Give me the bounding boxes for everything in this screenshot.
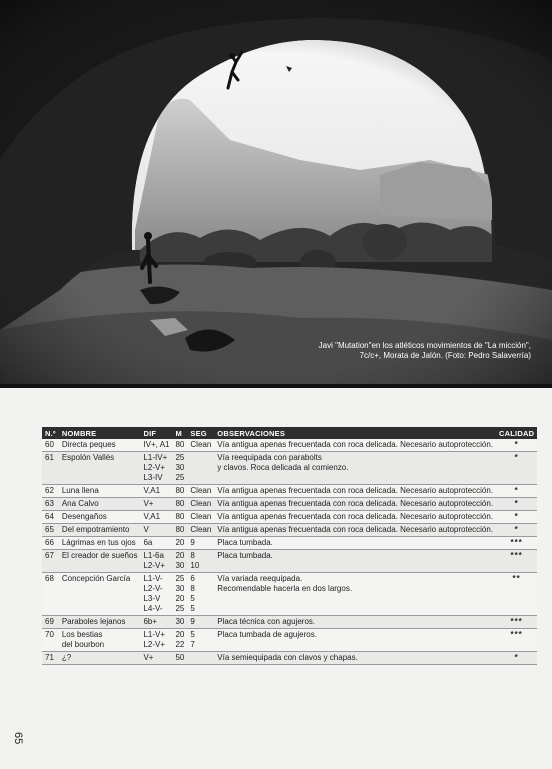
cell-dif <box>140 439 172 452</box>
cell-m <box>172 511 187 524</box>
cell-m <box>172 629 187 652</box>
cell-m <box>172 573 187 616</box>
cell-obs <box>214 439 496 452</box>
cell-dif-line: L3-IV <box>143 473 163 482</box>
cell-dif-line: IV+, A1 <box>143 440 170 449</box>
cell-m-line: 25 <box>175 574 185 583</box>
cell-obs-line: y clavos. Roca delicada al comienzo. <box>217 463 349 472</box>
cell-num: 65 <box>42 524 59 537</box>
cell-seg: 9 <box>187 537 214 550</box>
cell-name-line: del bourbon <box>61 640 105 649</box>
table-row <box>42 616 537 629</box>
cell-name-line: Directa peques <box>61 440 116 449</box>
cell-dif-line: V <box>143 525 149 534</box>
cell-obs <box>214 652 496 665</box>
cell-name-line: Los bestias <box>61 630 103 639</box>
cell-seg: 8 10 <box>187 550 214 573</box>
cell-m <box>172 498 187 511</box>
cell-num: 68 <box>42 573 59 616</box>
table-row <box>42 498 537 511</box>
cell-name-line: Paraboles lejanos <box>61 617 126 626</box>
table-row <box>42 550 537 573</box>
cell-calidad: * <box>496 511 537 524</box>
cell-m-line: 80 <box>175 499 185 508</box>
table-row <box>42 524 537 537</box>
cell-dif <box>140 629 172 652</box>
table-row <box>42 452 537 485</box>
cell-m-line: 80 <box>175 525 185 534</box>
table-row <box>42 629 537 652</box>
cell-calidad: * <box>496 485 537 498</box>
cell-obs-line: Placa tumbada. <box>217 551 273 560</box>
table-row <box>42 439 537 452</box>
cell-dif-line: V,A1 <box>143 512 161 521</box>
cell-seg <box>187 652 214 665</box>
cell-obs-line: Vía antigua apenas frecuentada con roca delicada. Necesario autoprotección. <box>217 486 494 495</box>
cell-obs <box>214 511 496 524</box>
cell-obs-line: Vía variada reequipada. <box>217 574 303 583</box>
cell-name <box>59 439 141 452</box>
cell-m-line: 25 <box>175 604 185 613</box>
page-number: 65 <box>12 732 24 745</box>
cell-calidad: * <box>496 439 537 452</box>
cell-seg: 9 <box>187 616 214 629</box>
cell-calidad: *** <box>496 550 537 573</box>
cell-dif <box>140 652 172 665</box>
cell-dif-line: L2-V+ <box>143 561 166 570</box>
cell-dif-line: L1-IV+ <box>143 453 168 462</box>
cell-num: 70 <box>42 629 59 652</box>
cell-seg: 6 8 5 5 <box>187 573 214 616</box>
cell-obs <box>214 629 496 652</box>
header-name: NOMBRE <box>59 427 141 439</box>
cell-obs-line: Vía antigua apenas frecuentada con roca delicada. Necesario autoprotección. <box>217 440 494 449</box>
cell-m <box>172 524 187 537</box>
cell-seg: Clean <box>187 498 214 511</box>
cell-name <box>59 498 141 511</box>
cell-dif <box>140 452 172 485</box>
cell-obs <box>214 452 496 485</box>
cell-dif-line: L1-6a <box>143 551 164 560</box>
cell-name-line: Espolón Vallés <box>61 453 115 462</box>
cell-seg: Clean <box>187 511 214 524</box>
cell-obs-line: Vía semiequipada con clavos y chapas. <box>217 653 358 662</box>
cell-calidad: *** <box>496 537 537 550</box>
table-row <box>42 511 537 524</box>
cell-dif-line: L2-V- <box>143 584 163 593</box>
cell-num: 63 <box>42 498 59 511</box>
cell-m-line: 25 <box>175 453 185 462</box>
cell-m <box>172 485 187 498</box>
cell-obs-line: Placa técnica con agujeros. <box>217 617 316 626</box>
cell-dif-line: V,A1 <box>143 486 161 495</box>
header-dif: DIF <box>140 427 172 439</box>
cell-num: 62 <box>42 485 59 498</box>
cell-dif-line: L1-V- <box>143 574 163 583</box>
cell-dif <box>140 511 172 524</box>
cell-obs <box>214 616 496 629</box>
cell-m-line: 20 <box>175 594 185 603</box>
cell-name-line: Ana Calvo <box>61 499 99 508</box>
cell-dif <box>140 498 172 511</box>
cell-name-line: Concepción García <box>61 574 131 583</box>
cell-obs <box>214 573 496 616</box>
cell-num: 61 <box>42 452 59 485</box>
cell-dif-line: L4-V- <box>143 604 163 613</box>
table-row <box>42 652 537 665</box>
table-row <box>42 485 537 498</box>
cell-seg: Clean <box>187 524 214 537</box>
cell-m <box>172 652 187 665</box>
cell-name <box>59 485 141 498</box>
cell-dif-line: 6b+ <box>143 617 158 626</box>
cell-obs-line: Vía antigua apenas frecuentada con roca delicada. Necesario autoprotección. <box>217 499 494 508</box>
header-m: M <box>172 427 187 439</box>
cell-m-line: 20 <box>175 538 185 547</box>
cell-num: 66 <box>42 537 59 550</box>
cell-dif <box>140 537 172 550</box>
cell-calidad: ** <box>496 573 537 616</box>
photo-caption-line: 7c/c+, Morata de Jalón. (Foto: Pedro Salaverría) <box>359 351 531 360</box>
table-row <box>42 573 537 616</box>
cell-m <box>172 537 187 550</box>
photo-caption <box>305 341 531 361</box>
cell-calidad: * <box>496 652 537 665</box>
cell-name <box>59 652 141 665</box>
cell-seg: 5 7 <box>187 629 214 652</box>
cell-dif <box>140 616 172 629</box>
cell-num: 67 <box>42 550 59 573</box>
cell-name-line: Lágrimas en tus ojos <box>61 538 136 547</box>
cell-name <box>59 537 141 550</box>
cell-obs <box>214 498 496 511</box>
cell-obs-line: Placa tumbada de agujeros. <box>217 630 317 639</box>
cell-num: 60 <box>42 439 59 452</box>
cell-calidad: * <box>496 452 537 485</box>
routes-table-body <box>42 439 537 665</box>
routes-table <box>42 427 537 665</box>
cell-dif-line: V+ <box>143 653 154 662</box>
cell-name-line: Del empotramiento <box>61 525 130 534</box>
cell-obs <box>214 550 496 573</box>
cell-dif <box>140 485 172 498</box>
cell-m-line: 30 <box>175 617 185 626</box>
cell-m-line: 80 <box>175 512 185 521</box>
cell-m-line: 80 <box>175 486 185 495</box>
header-seg: SEG <box>187 427 214 439</box>
cell-m-line: 25 <box>175 473 185 482</box>
cell-obs <box>214 537 496 550</box>
cell-calidad: *** <box>496 616 537 629</box>
cell-m-line: 30 <box>175 463 185 472</box>
cell-num: 64 <box>42 511 59 524</box>
cell-m <box>172 452 187 485</box>
cell-m-line: 22 <box>175 640 185 649</box>
cell-m <box>172 550 187 573</box>
cell-obs-line: Vía antigua apenas frecuentada con roca delicada. Necesario autoprotección. <box>217 525 494 534</box>
cell-m-line: 30 <box>175 584 185 593</box>
cell-m-line: 20 <box>175 551 185 560</box>
cell-name <box>59 573 141 616</box>
cell-name <box>59 616 141 629</box>
cell-dif-line: L2-V+ <box>143 463 166 472</box>
cell-num: 71 <box>42 652 59 665</box>
cell-obs-line: Placa tumbada. <box>217 538 273 547</box>
cell-name <box>59 629 141 652</box>
cell-dif-line: 6a <box>143 538 153 547</box>
table-header-row <box>42 427 537 439</box>
cell-m-line: 50 <box>175 653 185 662</box>
cell-obs <box>214 485 496 498</box>
cell-name <box>59 452 141 485</box>
cell-obs-line: Recomendable hacerla en dos largos. <box>217 584 353 593</box>
cell-dif <box>140 573 172 616</box>
cell-m-line: 80 <box>175 440 185 449</box>
cell-name-line: El creador de sueños <box>61 551 138 560</box>
cell-dif <box>140 524 172 537</box>
cell-name <box>59 550 141 573</box>
cell-dif-line: L2-V+ <box>143 640 166 649</box>
cell-obs <box>214 524 496 537</box>
cell-seg: Clean <box>187 439 214 452</box>
header-obs: OBSERVACIONES <box>214 427 496 439</box>
cell-name-line: Desengaños <box>61 512 107 521</box>
cell-seg: Clean <box>187 485 214 498</box>
cell-calidad: * <box>496 524 537 537</box>
cell-num: 69 <box>42 616 59 629</box>
cell-name-line: Luna llena <box>61 486 99 495</box>
cell-dif-line: V+ <box>143 499 154 508</box>
cell-obs-line: Vía antigua apenas frecuentada con roca delicada. Necesario autoprotección. <box>217 512 494 521</box>
cell-dif <box>140 550 172 573</box>
cell-seg <box>187 452 214 485</box>
cell-dif-line: L1-V+ <box>143 630 166 639</box>
cell-m <box>172 616 187 629</box>
photo-caption-line: Javi "Mutation"en los atléticos movimientos de "La micción", <box>318 341 531 350</box>
table-row <box>42 537 537 550</box>
cell-name <box>59 524 141 537</box>
cell-dif-line: L3-V <box>143 594 161 603</box>
cell-m <box>172 439 187 452</box>
cell-m-line: 30 <box>175 561 185 570</box>
header-cal: CALIDAD <box>496 427 537 439</box>
cell-name-line: ¿? <box>61 653 72 662</box>
cell-m-line: 20 <box>175 630 185 639</box>
cell-obs-line: Vía reequipada con parabolts <box>217 453 322 462</box>
cell-name <box>59 511 141 524</box>
header-num: N.º <box>42 427 59 439</box>
cell-calidad: *** <box>496 629 537 652</box>
cell-calidad: * <box>496 498 537 511</box>
